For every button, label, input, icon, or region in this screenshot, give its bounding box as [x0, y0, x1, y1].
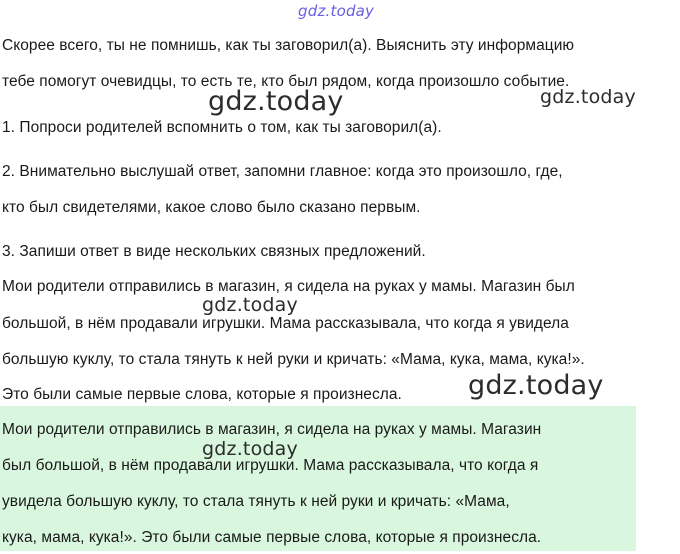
text-line: тебе помогут очевидцы, то есть те, кто был рядом, когда произошло событие.: [2, 73, 570, 90]
text-line: Скорее всего, ты не помнишь, как ты заговорил(а). Выяснить эту информацию: [2, 37, 575, 54]
text-line: 1. Попроси родителей вспомнить о том, как ты заговорил(а).: [2, 119, 442, 136]
answer-line: был большой, в нём продавали игрушки. Мама рассказывала, что когда я: [2, 457, 539, 474]
header-watermark: gdz.today: [298, 2, 375, 20]
text-line: 2. Внимательно выслушай ответ, запомни главное: когда это произошло, где,: [2, 163, 563, 180]
watermark: gdz.today: [540, 86, 636, 108]
watermark: gdz.today: [202, 438, 298, 460]
watermark: gdz.today: [468, 370, 604, 401]
text-line: большой, в нём продавали игрушки. Мама рассказывала, что когда я увидела: [2, 315, 569, 332]
text-line: Это были самые первые слова, которые я произнесла.: [2, 386, 402, 403]
text-line: большую куклу, то стала тянуть к ней руки и кричать: «Мама, кука, мама, кука!».: [2, 351, 585, 368]
answer-line: увидела большую куклу, то стала тянуть к ней руки и кричать: «Мама,: [2, 493, 510, 510]
watermark: gdz.today: [208, 86, 344, 117]
watermark: gdz.today: [202, 294, 298, 316]
text-line: Мои родители отправились в магазин, я сидела на руках у мамы. Магазин был: [2, 278, 575, 295]
answer-line: Мои родители отправились в магазин, я сидела на руках у мамы. Магазин: [2, 421, 542, 438]
answer-line: кука, мама, кука!». Это были самые первые слова, которые я произнесла.: [2, 529, 542, 546]
text-line: кто был свидетелями, какое слово было сказано первым.: [2, 199, 421, 216]
text-line: 3. Запиши ответ в виде нескольких связных предложений.: [2, 243, 426, 260]
